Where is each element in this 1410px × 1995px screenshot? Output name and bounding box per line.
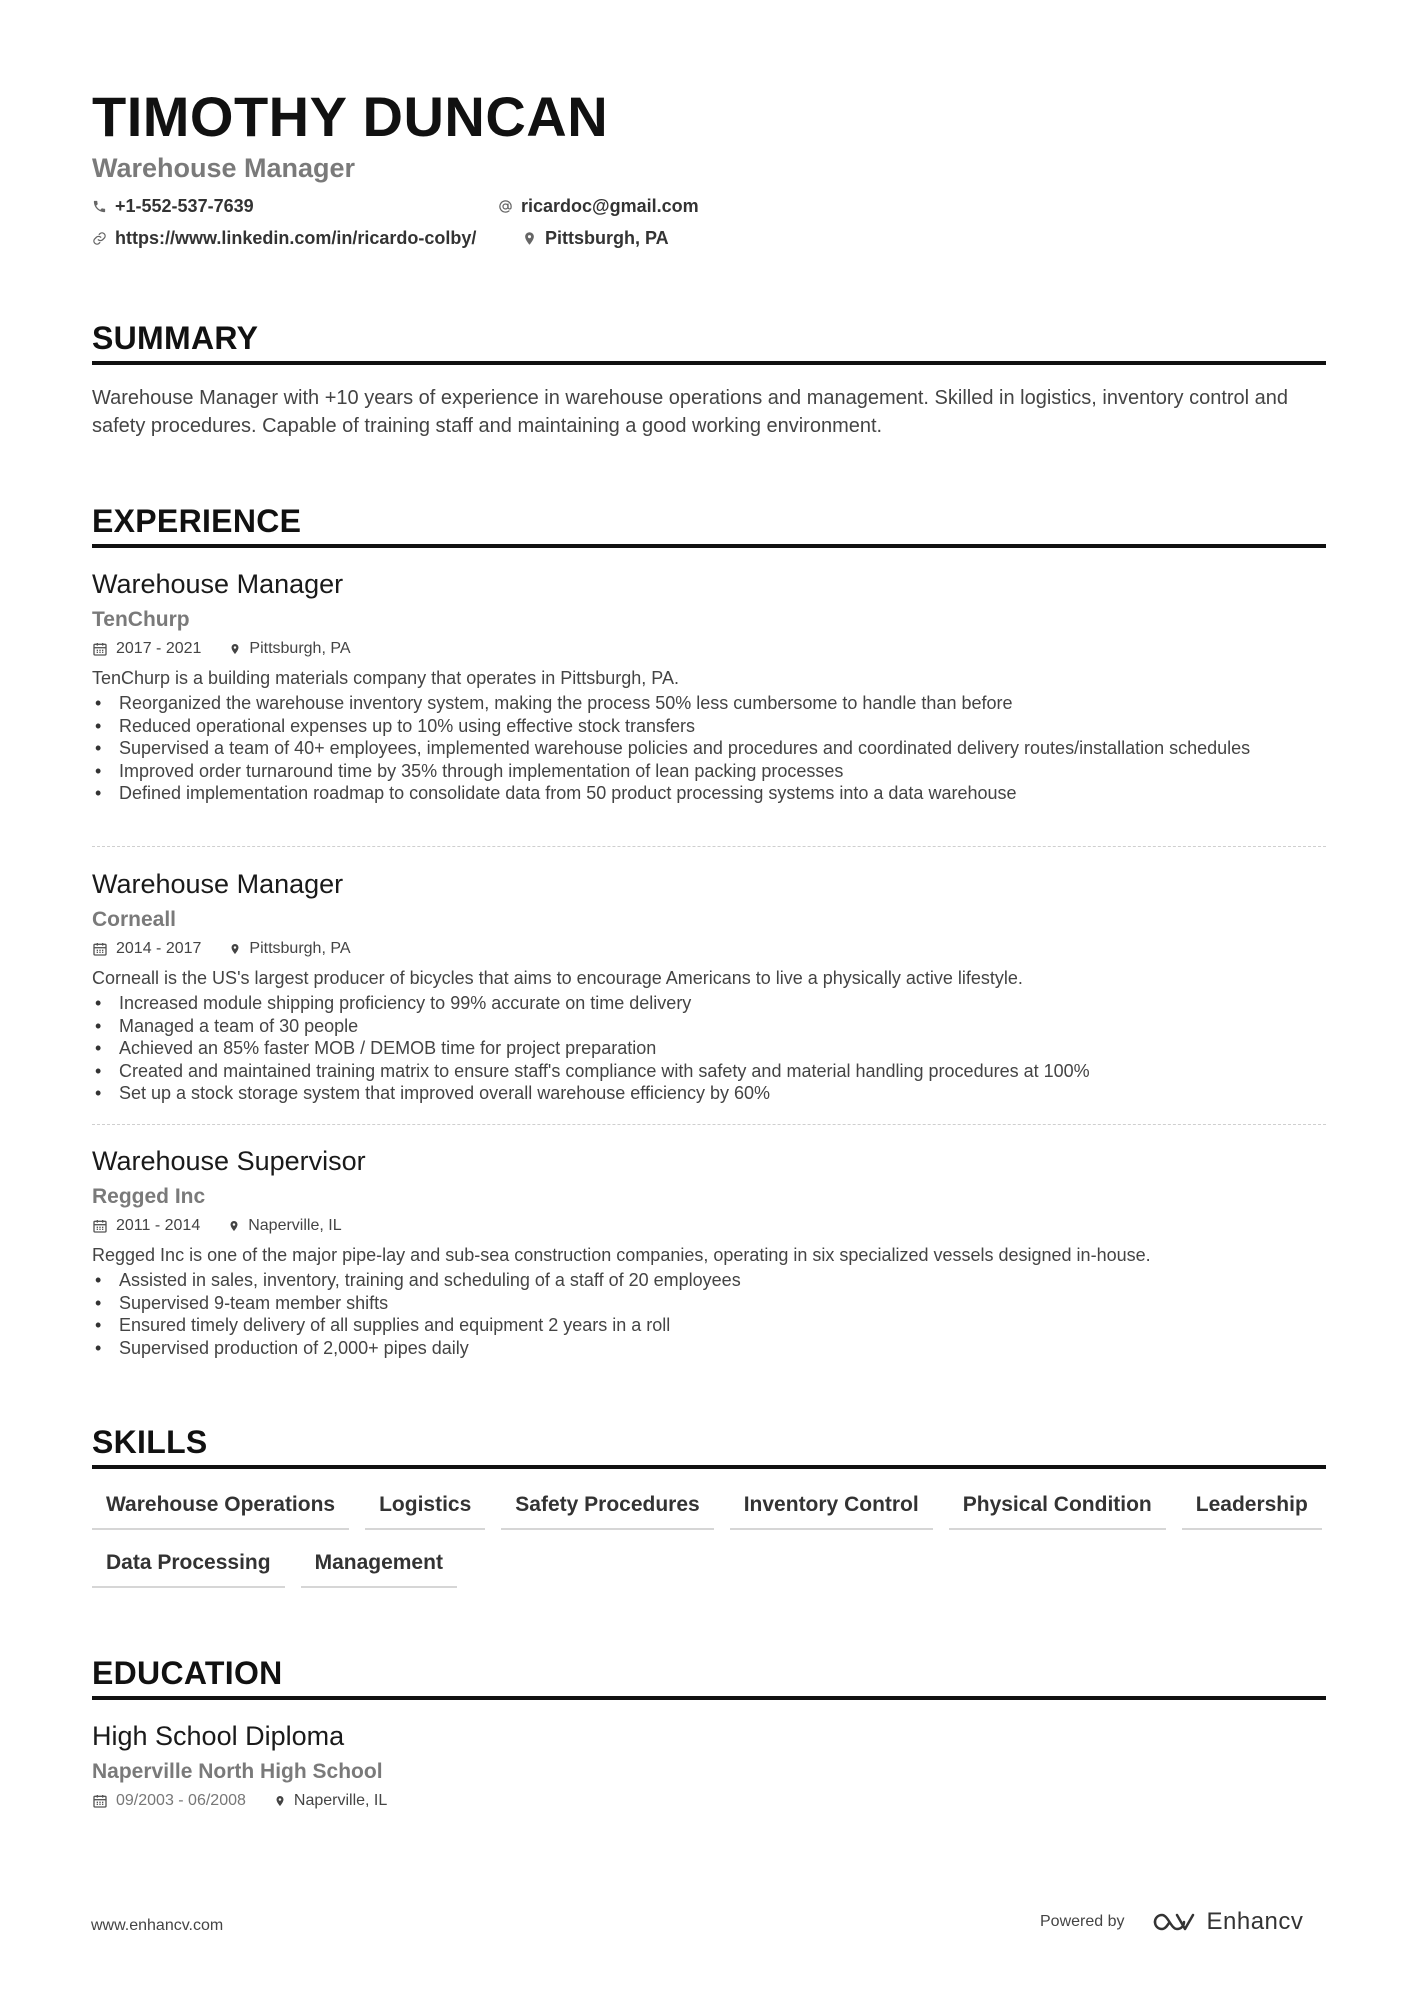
list-item: • Defined implementation roadmap to consolidate data from 50 product processing systems into a data warehouse — [92, 782, 1326, 805]
education-dates: 09/2003 - 06/2008 — [116, 1792, 246, 1809]
job-location-text: Pittsburgh, PA — [249, 640, 351, 657]
skills-heading — [92, 1424, 1326, 1469]
job-title: Warehouse Manager — [92, 869, 344, 899]
job-bullets — [92, 992, 1326, 1105]
list-item: • Increased module shipping proficiency to 99% accurate on time delivery — [92, 992, 1326, 1015]
job-description: TenChurp is a building materials company that operates in Pittsburgh, PA. — [92, 668, 679, 688]
skills-list — [92, 1490, 1326, 1588]
list-item: • Achieved an 85% faster MOB / DEMOB time for project preparation — [92, 1037, 1326, 1060]
contact-email[interactable] — [498, 196, 699, 217]
job-meta — [92, 938, 1326, 960]
experience-entry — [92, 1143, 1326, 1359]
footer-website[interactable]: www.enhancv.com — [91, 1917, 224, 1934]
candidate-title: Warehouse Manager — [92, 153, 356, 183]
experience-heading-text: EXPERIENCE — [92, 503, 302, 539]
skill-tag: Warehouse Operations — [92, 1490, 349, 1530]
job-company: Regged Inc — [92, 1185, 206, 1208]
list-item: • Supervised 9-team member shifts — [92, 1292, 1326, 1315]
contact-phone[interactable] — [92, 196, 254, 217]
summary-text: Warehouse Manager with +10 years of experience in warehouse operations and management. Skilled in logistics, inventory control and safety procedures. Capable of training staff and maintaining a good working environment. — [92, 387, 1289, 437]
at-icon — [498, 199, 513, 214]
summary-heading — [92, 320, 1326, 365]
job-location — [229, 640, 350, 658]
job-dates: 2014 - 2017 — [116, 940, 202, 957]
job-bullets — [92, 692, 1326, 805]
phone-icon — [92, 199, 107, 214]
education-heading-text: EDUCATION — [92, 1655, 283, 1691]
contact-linkedin[interactable] — [92, 228, 476, 249]
skill-tag: Physical Condition — [949, 1490, 1166, 1530]
powered-by-text: Powered by — [1040, 1913, 1125, 1930]
footer-powered-by — [1040, 1908, 1303, 1936]
job-location — [228, 1217, 341, 1235]
calendar-icon — [92, 1793, 108, 1809]
entry-divider — [92, 1124, 1326, 1125]
list-item: • Reduced operational expenses up to 10% using effective stock transfers — [92, 715, 1326, 738]
summary-heading-text: SUMMARY — [92, 320, 259, 356]
list-item: • Ensured timely delivery of all supplies and equipment 2 years in a roll — [92, 1314, 1326, 1337]
email-text: ricardoc@gmail.com — [521, 196, 699, 216]
list-item: • Created and maintained training matrix to ensure staff's compliance with safety and material handling procedures at 100% — [92, 1060, 1326, 1083]
linkedin-text: https://www.linkedin.com/in/ricardo-colby/ — [115, 228, 477, 248]
phone-text: +1-552-537-7639 — [115, 196, 254, 216]
job-title: Warehouse Supervisor — [92, 1146, 366, 1176]
job-description: Regged Inc is one of the major pipe-lay and sub-sea construction companies, operating in six specialized vessels designed in-house. — [92, 1245, 1151, 1265]
job-location-text: Pittsburgh, PA — [249, 940, 351, 957]
contact-location — [522, 228, 669, 249]
location-pin-icon — [229, 642, 241, 656]
skills-heading-text: SKILLS — [92, 1424, 208, 1460]
job-dates: 2011 - 2014 — [116, 1217, 201, 1234]
education-meta — [92, 1790, 1326, 1812]
job-company: TenChurp — [92, 608, 190, 631]
calendar-icon — [92, 1218, 108, 1234]
enhancv-logo-icon — [1151, 1910, 1199, 1934]
education-location-text: Naperville, IL — [293, 1792, 388, 1809]
link-icon — [92, 231, 107, 246]
list-item: • Assisted in sales, inventory, training and scheduling of a staff of 20 employees — [92, 1269, 1326, 1292]
skill-tag: Logistics — [365, 1490, 485, 1530]
job-title: Warehouse Manager — [92, 569, 344, 599]
location-pin-icon — [228, 1219, 240, 1233]
degree-title: High School Diploma — [92, 1721, 345, 1751]
location-pin-icon — [274, 1794, 286, 1808]
job-meta — [92, 1215, 1326, 1237]
enhancv-logo[interactable] — [1151, 1908, 1304, 1936]
school-name: Naperville North High School — [92, 1760, 383, 1783]
job-meta — [92, 638, 1326, 660]
job-company: Corneall — [92, 908, 177, 931]
list-item: • Managed a team of 30 people — [92, 1015, 1326, 1038]
entry-divider — [92, 846, 1326, 847]
experience-entry — [92, 866, 1326, 1105]
location-text: Pittsburgh, PA — [545, 228, 669, 248]
education-entry — [92, 1718, 1326, 1812]
skill-tag: Leadership — [1182, 1490, 1322, 1530]
location-pin-icon — [522, 231, 537, 246]
calendar-icon — [92, 941, 108, 957]
education-heading — [92, 1655, 1326, 1700]
experience-heading — [92, 503, 1326, 548]
job-bullets — [92, 1269, 1326, 1359]
calendar-icon — [92, 641, 108, 657]
list-item: • Reorganized the warehouse inventory system, making the process 50% less cumbersome to handle than before — [92, 692, 1326, 715]
job-description: Corneall is the US's largest producer of bicycles that aims to encourage Americans to live a physically active lifestyle. — [92, 968, 1023, 988]
list-item: • Supervised a team of 40+ employees, implemented warehouse policies and procedures and coordinated delivery routes/installation schedules — [92, 737, 1326, 760]
job-location — [229, 940, 350, 958]
skill-tag: Safety Procedures — [501, 1490, 713, 1530]
list-item: • Set up a stock storage system that improved overall warehouse efficiency by 60% — [92, 1082, 1326, 1105]
list-item: • Supervised production of 2,000+ pipes daily — [92, 1337, 1326, 1360]
brand-name: Enhancv — [1206, 1908, 1304, 1935]
job-dates: 2017 - 2021 — [116, 640, 202, 657]
education-location — [274, 1792, 387, 1810]
skill-tag: Management — [301, 1548, 457, 1588]
list-item: • Improved order turnaround time by 35% through implementation of lean packing processes — [92, 760, 1326, 783]
job-location-text: Naperville, IL — [248, 1217, 342, 1234]
skill-tag: Data Processing — [92, 1548, 285, 1588]
skill-tag: Inventory Control — [730, 1490, 933, 1530]
candidate-name: TIMOTHY DUNCAN — [92, 85, 609, 148]
experience-entry — [92, 566, 1326, 805]
location-pin-icon — [229, 942, 241, 956]
